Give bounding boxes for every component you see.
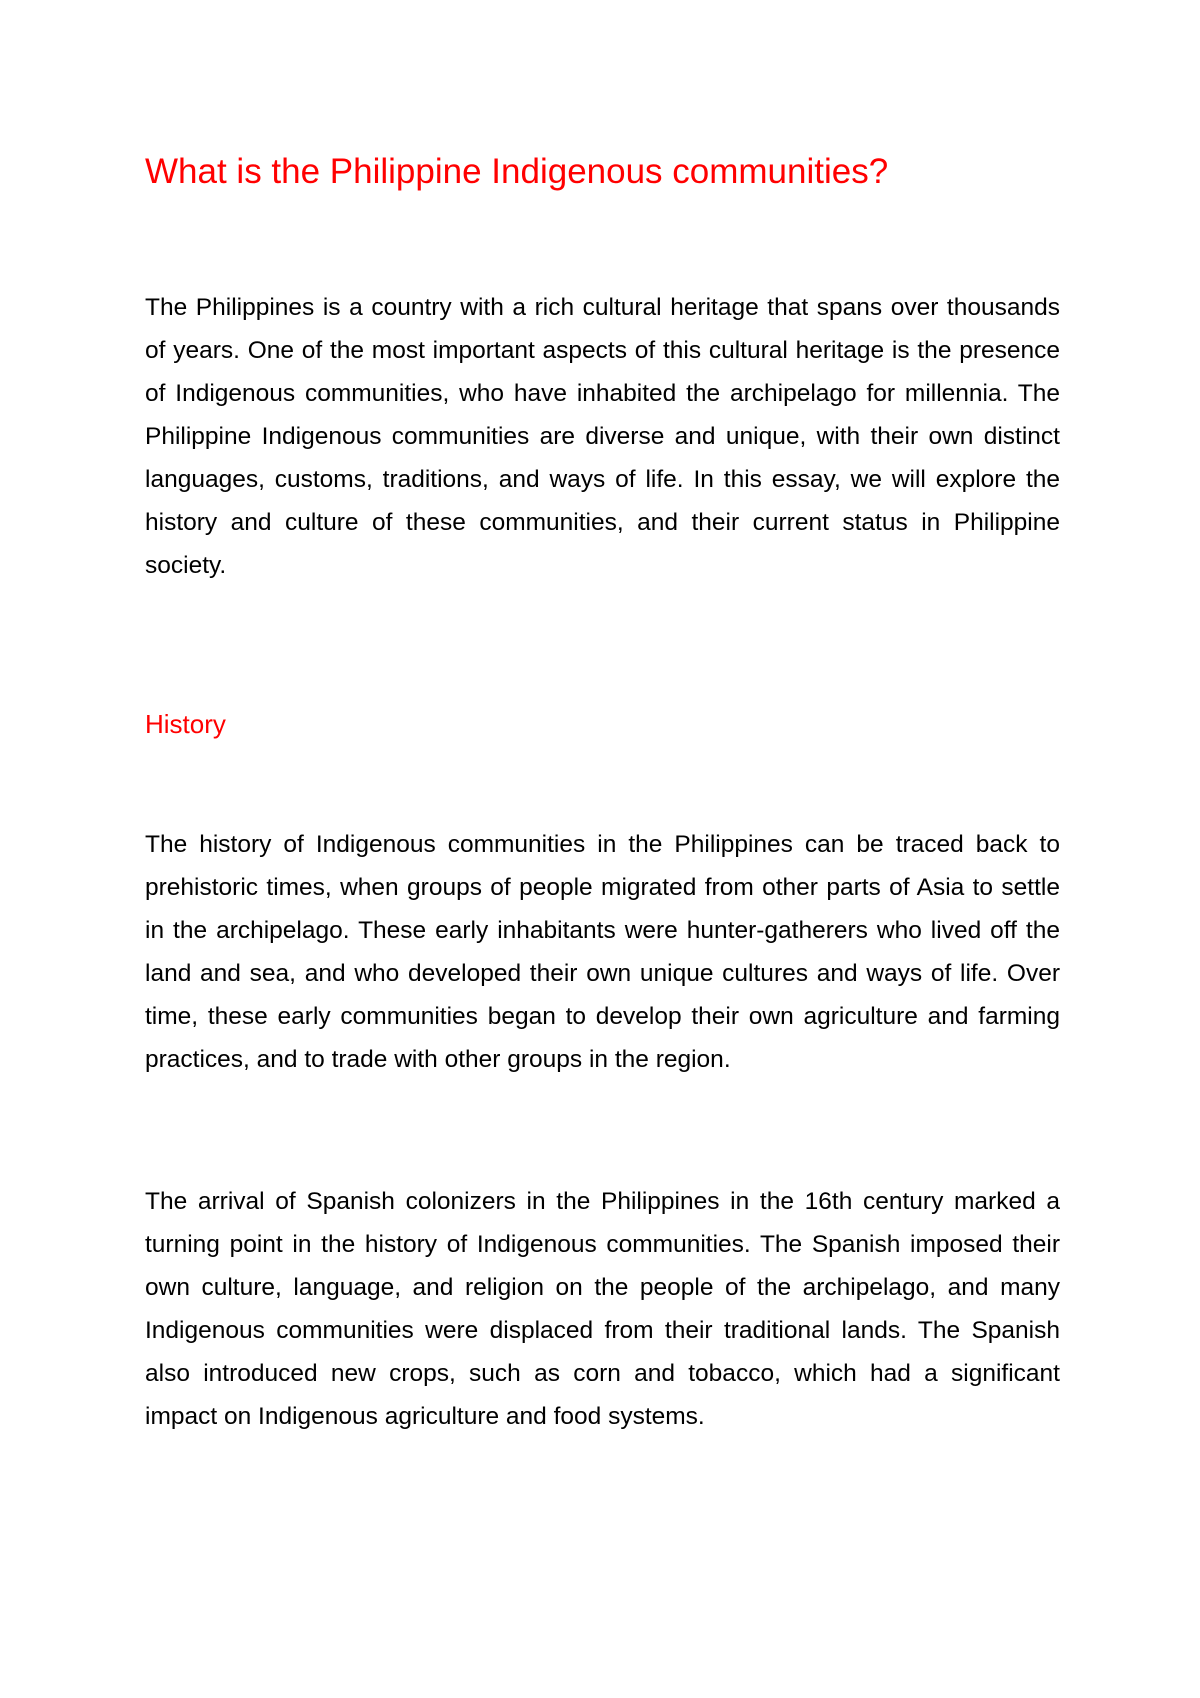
- section-heading-history: History: [145, 709, 226, 739]
- intro-paragraph: The Philippines is a country with a rich cultural heritage that spans over thousands of years. One of the most important aspects of this cultural heritage is the presence of Indigenous communities, who have inhabited the archipelago for millennia. The Philippine Indigenous communities are diverse and unique, with their own distinct languages, customs, traditions, and ways of life. In this essay, we will explore the history and culture of these communities, and their current status in Philippine society.: [145, 294, 1060, 579]
- history-paragraph-1: The history of Indigenous communities in the Philippines can be traced back to prehistoric times, when groups of people migrated from other parts of Asia to settle in the archipelago. These early inhabitants were hunter-gatherers who lived off the land and sea, and who developed their own unique cultures and ways of life. Over time, these early communities began to develop their own agriculture and farming practices, and to trade with other groups in the region.: [145, 831, 1060, 1073]
- document-title: What is the Philippine Indigenous communities?: [145, 152, 889, 191]
- history-paragraph-2: The arrival of Spanish colonizers in the Philippines in the 16th century marked a turning point in the history of Indigenous communities. The Spanish imposed their own culture, language, and religion on the people of the archipelago, and many Indigenous communities were displaced from their traditional lands. The Spanish also introduced new crops, such as corn and tobacco, which had a significant impact on Indigenous agriculture and food systems.: [145, 1188, 1060, 1430]
